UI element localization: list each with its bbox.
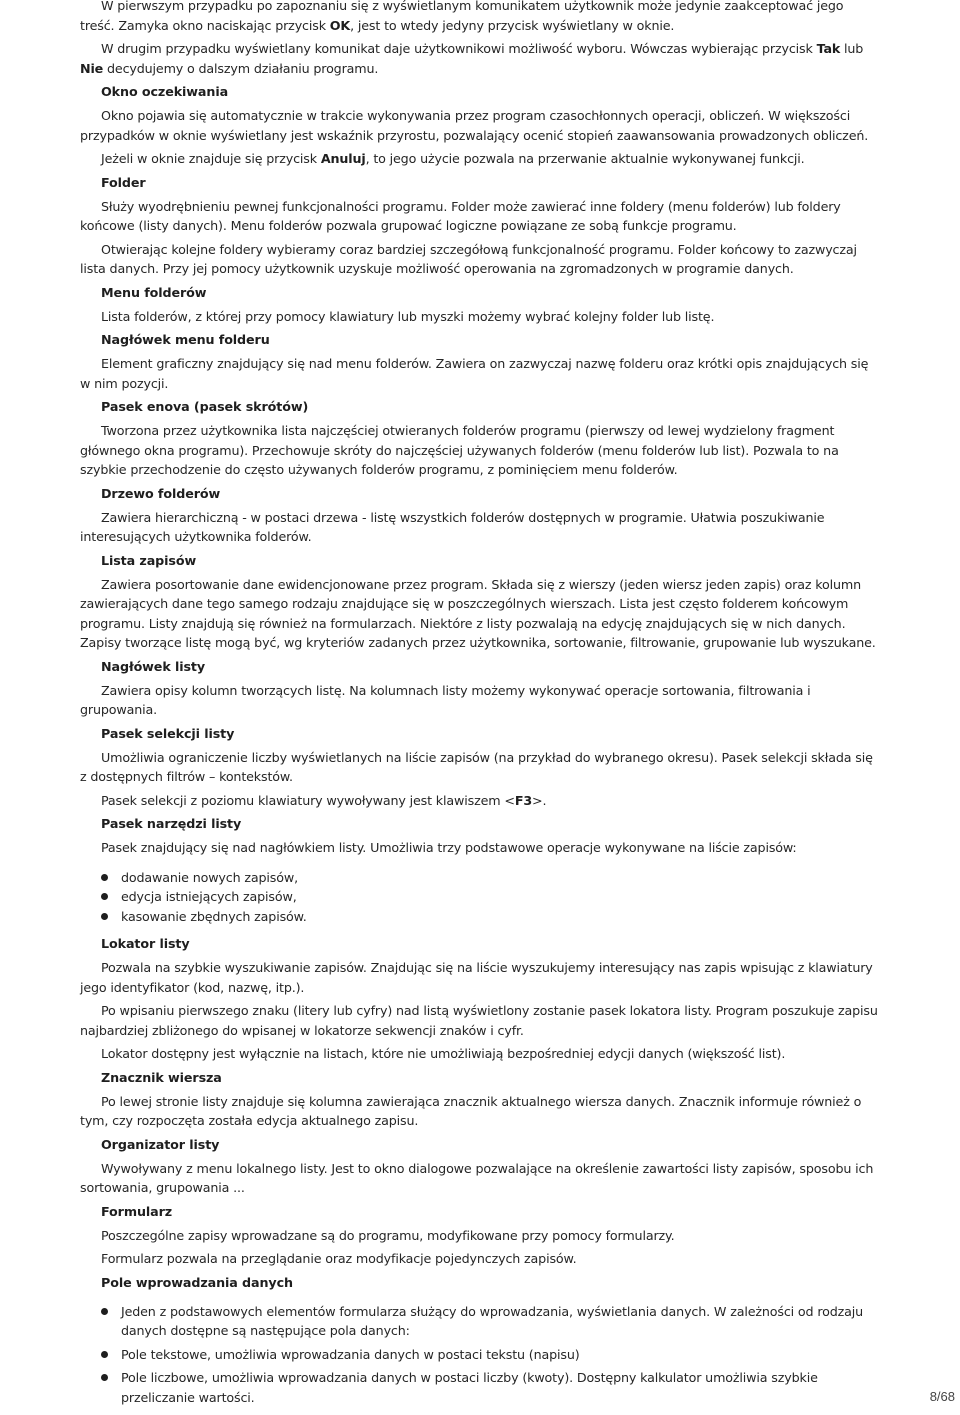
text-run: Zawiera posortowanie dane ewidencjonowane przez program. Składa się z wierszy (jeden wiersz jeden zapis) oraz kolumn zawierających dane tego samego rodzaju znajdujące się w poszczególnych wierszach. Lista jest często folderem końcowym programu. Listy znajdują się również na formularzach. Niektóre z listy pozwalają na edycję znajdujących się w nich danych. Zapisy tworzące listę mogą być, wg kryteriów zadanych przez użytkownika, sortowanie, filtrowanie, grupowanie lub wyszukane. — [80, 576, 876, 650]
bullet-icon — [101, 913, 108, 920]
page-number: 8/68 — [929, 1389, 955, 1404]
document-body — [80, 0, 880, 1415]
text-run: Lokator dostępny jest wyłącznie na listach, które nie umożliwiają bezpośredniej edycji danych (większość list). — [101, 1046, 786, 1061]
text-run: , to jego użycie pozwala na przerwanie aktualnie wykonywanej funkcji. — [365, 151, 805, 166]
paragraph — [80, 575, 880, 653]
section-heading: Pasek enova (pasek skrótów) — [101, 399, 309, 414]
paragraph — [80, 1092, 880, 1131]
section-heading: Drzewo folderów — [101, 485, 221, 501]
bold-term: Tak — [816, 41, 841, 56]
paragraph — [80, 508, 880, 547]
text-run: Otwierając kolejne foldery wybieramy coraz bardziej szczegółową funkcjonalność programu. Folder końcowy to zazwyczaj lista danych. Przy jej pomocy użytkownik uzyskuje możliwość operowania na zgromadzonych w programie danych. — [80, 241, 857, 276]
paragraph — [80, 307, 880, 327]
paragraph — [80, 1044, 880, 1064]
list-item — [80, 887, 880, 907]
list-item-text: Jeden z podstawowych elementów formularza służący do wprowadzania, wyświetlania danych. W zależności od rodzaju danych dostępne są następujące pola danych: — [121, 1303, 864, 1338]
bullet-list — [80, 868, 880, 927]
paragraph — [80, 791, 880, 811]
text-run: lub — [840, 41, 864, 56]
section-heading: Pasek selekcji listy — [101, 725, 235, 741]
bold-term: Anuluj — [320, 151, 366, 166]
section-heading: Okno oczekiwania — [101, 84, 229, 99]
text-run: Zawiera hierarchiczną - w postaci drzewa - listę wszystkich folderów dostępnych w programie. Ułatwia poszukiwanie interesujących użytkownika folderów. — [80, 509, 825, 544]
text-run: Pozwala na szybkie wyszukiwanie zapisów. Znajdując się na liście wyszukujemy interesujący nas zapis wpisując z klawiatury jego identyfikator (kod, nazwę, itp.). — [80, 960, 873, 995]
paragraph — [80, 421, 880, 480]
text-run: Zawiera opisy kolumn tworzących listę. Na kolumnach listy możemy wykonywać operacje sortowania, filtrowania i grupowania. — [80, 682, 811, 717]
bullet-list — [80, 1302, 880, 1408]
bold-term: F3 — [514, 792, 533, 808]
section-heading: Folder — [101, 174, 146, 190]
text-run: Element graficzny znajdujący się nad menu folderów. Zawiera on zazwyczaj nazwę folderu oraz krótki opis znajdujących się w nim pozycji. — [80, 356, 869, 391]
section-heading: Pasek narzędzi listy — [101, 816, 242, 831]
paragraph — [80, 748, 880, 787]
section-heading: Znacznik wiersza — [101, 1069, 222, 1085]
list-item-text: kasowanie zbędnych zapisów. — [121, 908, 307, 924]
paragraph — [80, 106, 880, 145]
list-item-text: dodawanie nowych zapisów, — [121, 869, 298, 885]
list-item — [80, 1302, 880, 1341]
bold-term: OK — [329, 17, 351, 33]
paragraph — [80, 838, 880, 858]
section-heading: Formularz — [101, 1203, 173, 1219]
paragraph — [80, 354, 880, 393]
section-heading: Lista zapisów — [101, 552, 197, 568]
paragraph — [80, 1001, 880, 1040]
list-item — [80, 1368, 880, 1407]
bullet-icon — [101, 1308, 108, 1315]
paragraph — [80, 681, 880, 720]
bold-term: Nie — [80, 60, 104, 76]
paragraph — [80, 1249, 880, 1269]
list-item — [80, 907, 880, 927]
paragraph — [80, 149, 880, 169]
text-run: Formularz pozwala na przeglądanie oraz modyfikacje pojedynczych zapisów. — [101, 1251, 577, 1266]
bullet-icon — [101, 1374, 108, 1381]
bullet-icon — [101, 1351, 108, 1358]
text-run: Lista folderów, z której przy pomocy klawiatury lub myszki możemy wybrać kolejny folder lub listę. — [101, 308, 715, 324]
text-run: Pasek znajdujący się nad nagłówkiem listy. Umożliwia trzy podstawowe operacje wykonywane na liście zapisów: — [101, 840, 797, 855]
paragraph — [80, 1226, 880, 1246]
list-item — [80, 1345, 880, 1365]
list-item-text: Pole tekstowe, umożliwia wprowadzania danych w postaci tekstu (napisu) — [121, 1346, 580, 1362]
list-item — [80, 868, 880, 888]
text-run: Okno pojawia się automatycznie w trakcie wykonywania przez program czasochłonnych operacji, obliczeń. W większości przypadków w oknie wyświetlany jest wskaźnik przyrostu, pozwalający ocenić stopień zaawansowania prowadzonych obliczeń. — [80, 108, 869, 143]
list-item-text: Pole liczbowe, umożliwia wprowadzania danych w postaci liczby (kwoty). Dostępny kalkulator umożliwia szybkie przeliczanie wartości. — [121, 1370, 818, 1405]
bullet-icon — [101, 893, 108, 900]
text-run: >. — [532, 792, 547, 808]
text-run: Pasek selekcji z poziomu klawiatury wywoływany jest klawiszem < — [101, 792, 515, 808]
section-heading: Organizator listy — [101, 1136, 220, 1152]
section-heading: Menu folderów — [101, 284, 207, 300]
text-run: Tworzona przez użytkownika lista najczęściej otwieranych folderów programu (pierwszy od lewej wydzielony fragment głównego okna programu). Przechowuje skróty do najczęściej używanych folderów (menu folderów lub list). Pozwala to na szybkie przechodzenie do często używanych folderów programu, z pominięciem menu folderów. — [80, 423, 839, 477]
text-run: Po wpisaniu pierwszego znaku (litery lub cyfry) nad listą wyświetlony zostanie pasek lokatora listy. Program poszukuje zapisu najbardziej zbliżonego do wpisanej w lokatorze sekwencji znaków i cyfr. — [80, 1003, 878, 1038]
paragraph — [80, 39, 880, 78]
paragraph — [80, 197, 880, 236]
section-heading: Nagłówek listy — [101, 658, 206, 674]
text-run: W pierwszym przypadku po zapoznaniu się z wyświetlanym komunikatem użytkownik może jedynie zaakceptować jego treść. Zamyka okno naciskając przycisk — [80, 0, 844, 33]
paragraph — [80, 240, 880, 279]
text-run: Jeżeli w oknie znajduje się przycisk — [101, 151, 321, 166]
text-run: W drugim przypadku wyświetlany komunikat daje użytkownikowi możliwość wyboru. Wówczas wybierając przycisk — [101, 41, 817, 56]
text-run: decydujemy o dalszym działaniu programu. — [103, 60, 379, 76]
text-run: Służy wyodrębnieniu pewnej funkcjonalności programu. Folder może zawierać inne foldery (menu folderów) lub foldery końcowe (listy danych). Menu folderów pozwala grupować logiczne powiązane ze sobą funkcje programu. — [80, 198, 841, 233]
paragraph — [80, 1159, 880, 1198]
text-run: Umożliwia ograniczenie liczby wyświetlanych na liście zapisów (na przykład do wybranego okresu). Pasek selekcji składa się z dostępnych filtrów – kontekstów. — [80, 749, 873, 784]
paragraph — [80, 0, 880, 35]
bullet-icon — [101, 874, 108, 881]
text-run: Po lewej stronie listy znajduje się kolumna zawierająca znacznik aktualnego wiersza danych. Znacznik informuje również o tym, czy rozpoczęta została edycja aktualnego zapisu. — [80, 1093, 862, 1128]
section-heading: Pole wprowadzania danych — [101, 1274, 293, 1290]
paragraph — [80, 958, 880, 997]
section-heading: Nagłówek menu folderu — [101, 332, 270, 347]
list-item-text: edycja istniejących zapisów, — [121, 889, 297, 904]
text-run: Poszczególne zapisy wprowadzane są do programu, modyfikowane przy pomocy formularzy. — [101, 1227, 675, 1243]
text-run: Wywoływany z menu lokalnego listy. Jest to okno dialogowe pozwalające na określenie zawartości listy zapisów, sposobu ich sortowania, grupowania ... — [80, 1160, 874, 1195]
section-heading: Lokator listy — [101, 936, 190, 951]
text-run: , jest to wtedy jedyny przycisk wyświetlany w oknie. — [350, 17, 675, 33]
